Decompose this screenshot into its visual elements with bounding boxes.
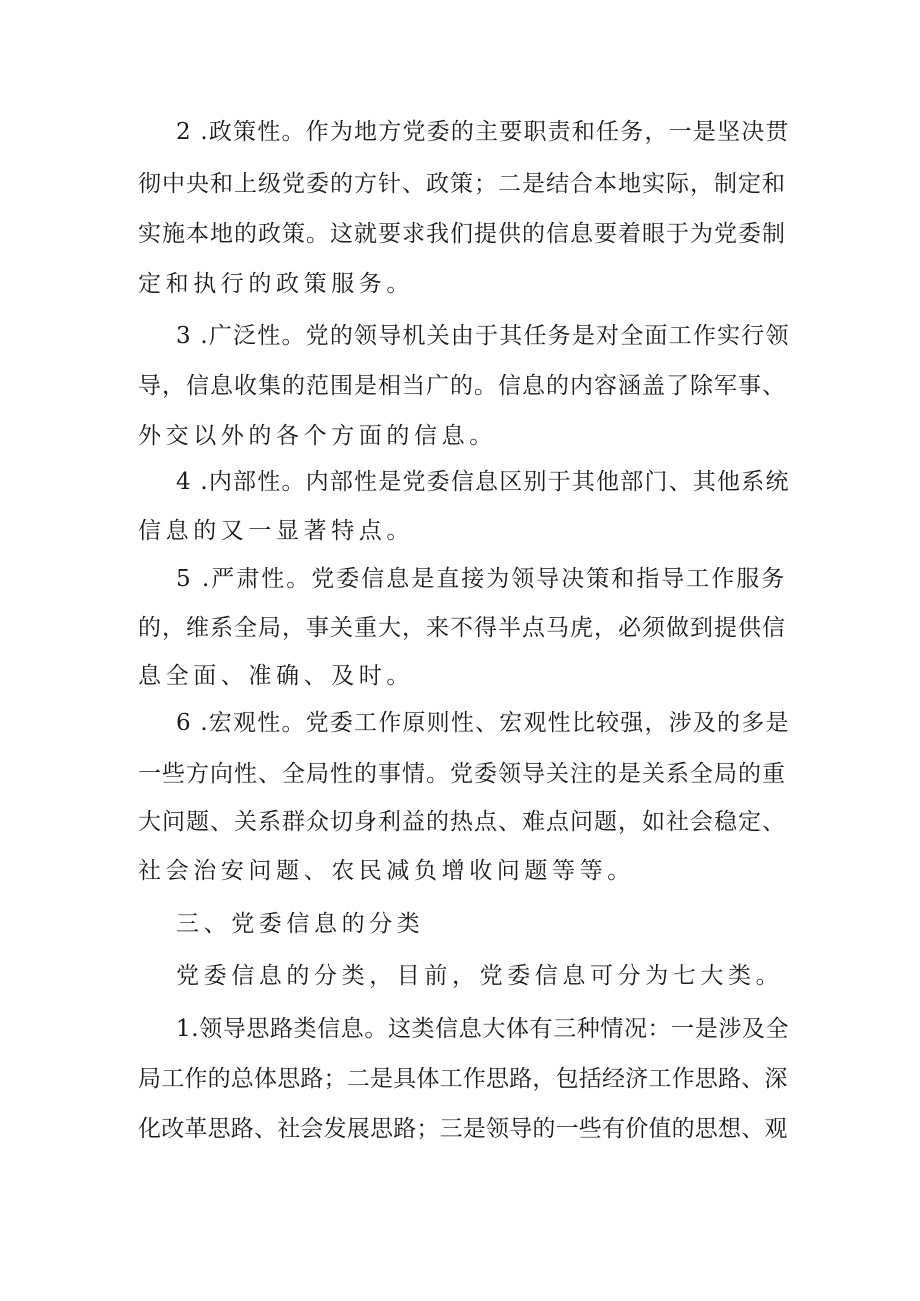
- para-macro-line-4: 社会治安问题、农民减负增收问题等等。: [138, 858, 635, 884]
- para-breadth-line-1: 3 .广泛性。党的领导机关由于其任务是对全面工作实行领: [176, 323, 790, 349]
- para-macro-line-1: 6 .宏观性。党委工作原则性、宏观性比较强，涉及的多是: [176, 710, 790, 736]
- para-internal-line-1: 4 .内部性。内部性是党委信息区别于其他部门、其他系统: [176, 469, 790, 495]
- para-breadth-line-2: 导，信息收集的范围是相当广的。信息的内容涵盖了除军事、: [138, 373, 786, 399]
- para-leadership-line-3: 化改革思路、社会发展思路；三是领导的一些有价值的思想、观: [138, 1116, 788, 1142]
- para-macro-line-3: 大问题、关系群众切身利益的热点、难点问题，如社会稳定、: [138, 809, 786, 835]
- para-macro-line-2: 一些方向性、全局性的事情。党委领导关注的是关系全局的重: [138, 761, 786, 787]
- para-breadth-line-3: 外交以外的各个方面的信息。: [138, 423, 497, 449]
- para-internal-line-2: 信息的又一显著特点。: [138, 518, 414, 544]
- para-serious-line-3: 息全面、准确、及时。: [138, 663, 414, 689]
- para-policy-line-3: 实施本地的政策。这就要求我们提供的信息要着眼于为党委制: [138, 221, 786, 247]
- section-heading: 三、党委信息的分类: [176, 911, 425, 937]
- para-classification-intro: 党委信息的分类，目前，党委信息可分为七大类。: [176, 963, 784, 989]
- para-leadership-line-2: 局工作的总体思路；二是具体工作思路，包括经济工作思路、深: [138, 1066, 788, 1092]
- para-policy-line-4: 定和执行的政策服务。: [138, 271, 414, 297]
- para-serious-line-1: 5 .严肃性。党委信息是直接为领导决策和指导工作服务: [176, 566, 787, 592]
- para-policy-line-1: 2 .政策性。作为地方党委的主要职责和任务，一是坚决贯: [176, 119, 790, 145]
- para-serious-line-2: 的，维系全局，事关重大，来不得半点马虎，必须做到提供信: [138, 615, 786, 641]
- para-policy-line-2: 彻中央和上级党委的方针、政策；二是结合本地实际，制定和: [138, 171, 786, 197]
- para-leadership-line-1: 1.领导思路类信息。这类信息大体有三种情况：一是涉及全: [176, 1016, 790, 1042]
